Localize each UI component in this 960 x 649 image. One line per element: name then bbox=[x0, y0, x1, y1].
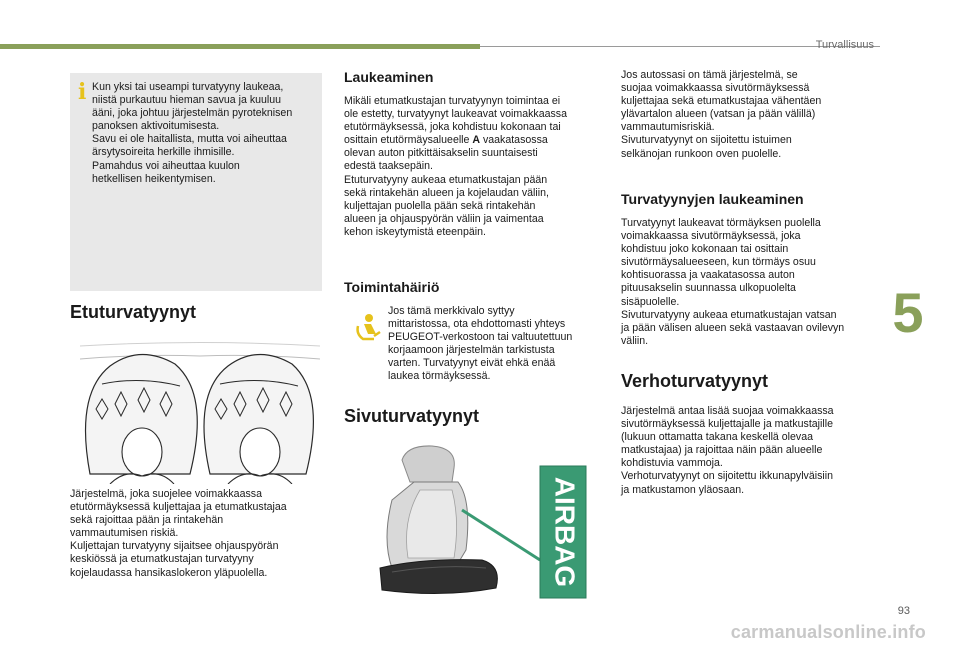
header-accent-bar bbox=[0, 44, 480, 49]
front-airbags-title: Etuturvatyynyt bbox=[70, 302, 197, 322]
deployment-title: Laukeaminen bbox=[344, 69, 434, 85]
curtain-airbags-title: Verhoturvatyynyt bbox=[621, 371, 769, 391]
front-airbags-text: Järjestelmä, joka suojelee voimakkaassa etutörmäyksessä kuljettajaa ja etumatkustajaa sekä rajoittaa pään ja rintakehän vammautumisen riskiä. Kuljettajan turvatyyny sijaitsee ohjauspyörän keskiössä ja etumatkustajan turvatyyny kojelaudassa hansikaslokeron yläpuolella. bbox=[70, 488, 287, 579]
malfunction-text: Jos tämä merkkivalo syttyy mittaristossa, ota ehdottomasti yhteys PEUGEOT-verkostoon tai valtuutettuun korjaamoon järjestelmän tarkistusta varten. Turvatyynyt eivät ehkä enää laukea törmäyksessä. bbox=[388, 305, 573, 383]
malfunction-title: Toimintahäiriö bbox=[344, 279, 440, 295]
front-airbags-illustration bbox=[80, 334, 320, 484]
service-warning-icon bbox=[354, 312, 382, 342]
curtain-airbags-text: Järjestelmä antaa lisää suojaa voimakkaassa sivutörmäyksessä kuljettajalle ja matkustajille (lukuun ottamatta takana keskellä olevaa matkustajaa) ja rajoittaa näin pään alueelle kohdistuvia vammoja. Verhoturvatyynyt on sijoitettu ikkunapylväisiin ja matkustamon yläosaan. bbox=[621, 405, 834, 496]
seat-airbag-illustration bbox=[362, 440, 594, 600]
side-airbags-title: Sivuturvatyynyt bbox=[344, 406, 480, 426]
watermark: carmanualsonline.info bbox=[730, 622, 926, 642]
side-airbags-intro-text: Jos autossasi on tämä järjestelmä, se suojaa voimakkaassa sivutörmäyksessä kuljettajaa sekä etumatkustajaa vähentäen ylävartalon alueen (vatsan ja pään välillä) vammautumisriskiä. Sivuturvatyynyt on sijoitettu istuimen selkänojan runkoon oven puolelle. bbox=[621, 69, 822, 160]
airbag-label: AIRBAG bbox=[549, 476, 581, 588]
info-icon: i bbox=[78, 79, 87, 105]
zone-label: A bbox=[472, 134, 481, 147]
side-deployment-text: Turvatyynyt laukeavat törmäyksen puolella voimakkaassa sivutörmäyksessä, joka kohdistuu joko kokonaan tai osittain sivutörmäysalueeseen, kun törmäys osuu kohtisuorassa ja vaakatasossa auton pituusakselin suunnassa ulkopuolelta sisäpuolelle. Sivuturvatyyny aukeaa etumatkustajan vatsan ja pään välisen alueen sekä vastaavan ovilevyn väliin. bbox=[621, 217, 845, 347]
deployment-text: Mikäli etumatkustajan turvatyynyn toimintaa ei ole estetty, turvatyynyt laukeavat voimakkaassa etutörmäyksessä, joka kohdistuu kokonaan tai osittain etutörmäysalueelle A vaakatasossa olevan auton pitkittäisakselin suuntaisesti edestä taaksepäin. Etuturvatyyny aukeaa etumatkustajan pään sekä rintakehän alueen ja kojelaudan väliin, kuljettajan puolella pään sekä rintakehän alueen ja ohjauspyörän väliin ja vaimentaa kehon iskeytymistä eteenpäin. bbox=[344, 95, 567, 238]
chapter-number: 5 bbox=[892, 281, 924, 344]
info-text: Kun yksi tai useampi turvatyyny laukeaa, niistä purkautuu hieman savua ja kuuluu ääni, joka johtuu järjestelmän pyroteknisen panoksen aktivoitumisesta. Savu ei ole haitallista, mutta voi aiheuttaa ärsytysoireita herkille ihmisille. Pamahdus voi aiheuttaa kuulon hetkellisen heikentymisen. bbox=[92, 81, 293, 185]
side-deployment-title: Turvatyynyjen laukeaminen bbox=[621, 191, 804, 207]
section-title: Turvallisuus bbox=[815, 39, 874, 51]
info-box bbox=[70, 73, 322, 291]
page-number: 93 bbox=[897, 605, 910, 617]
